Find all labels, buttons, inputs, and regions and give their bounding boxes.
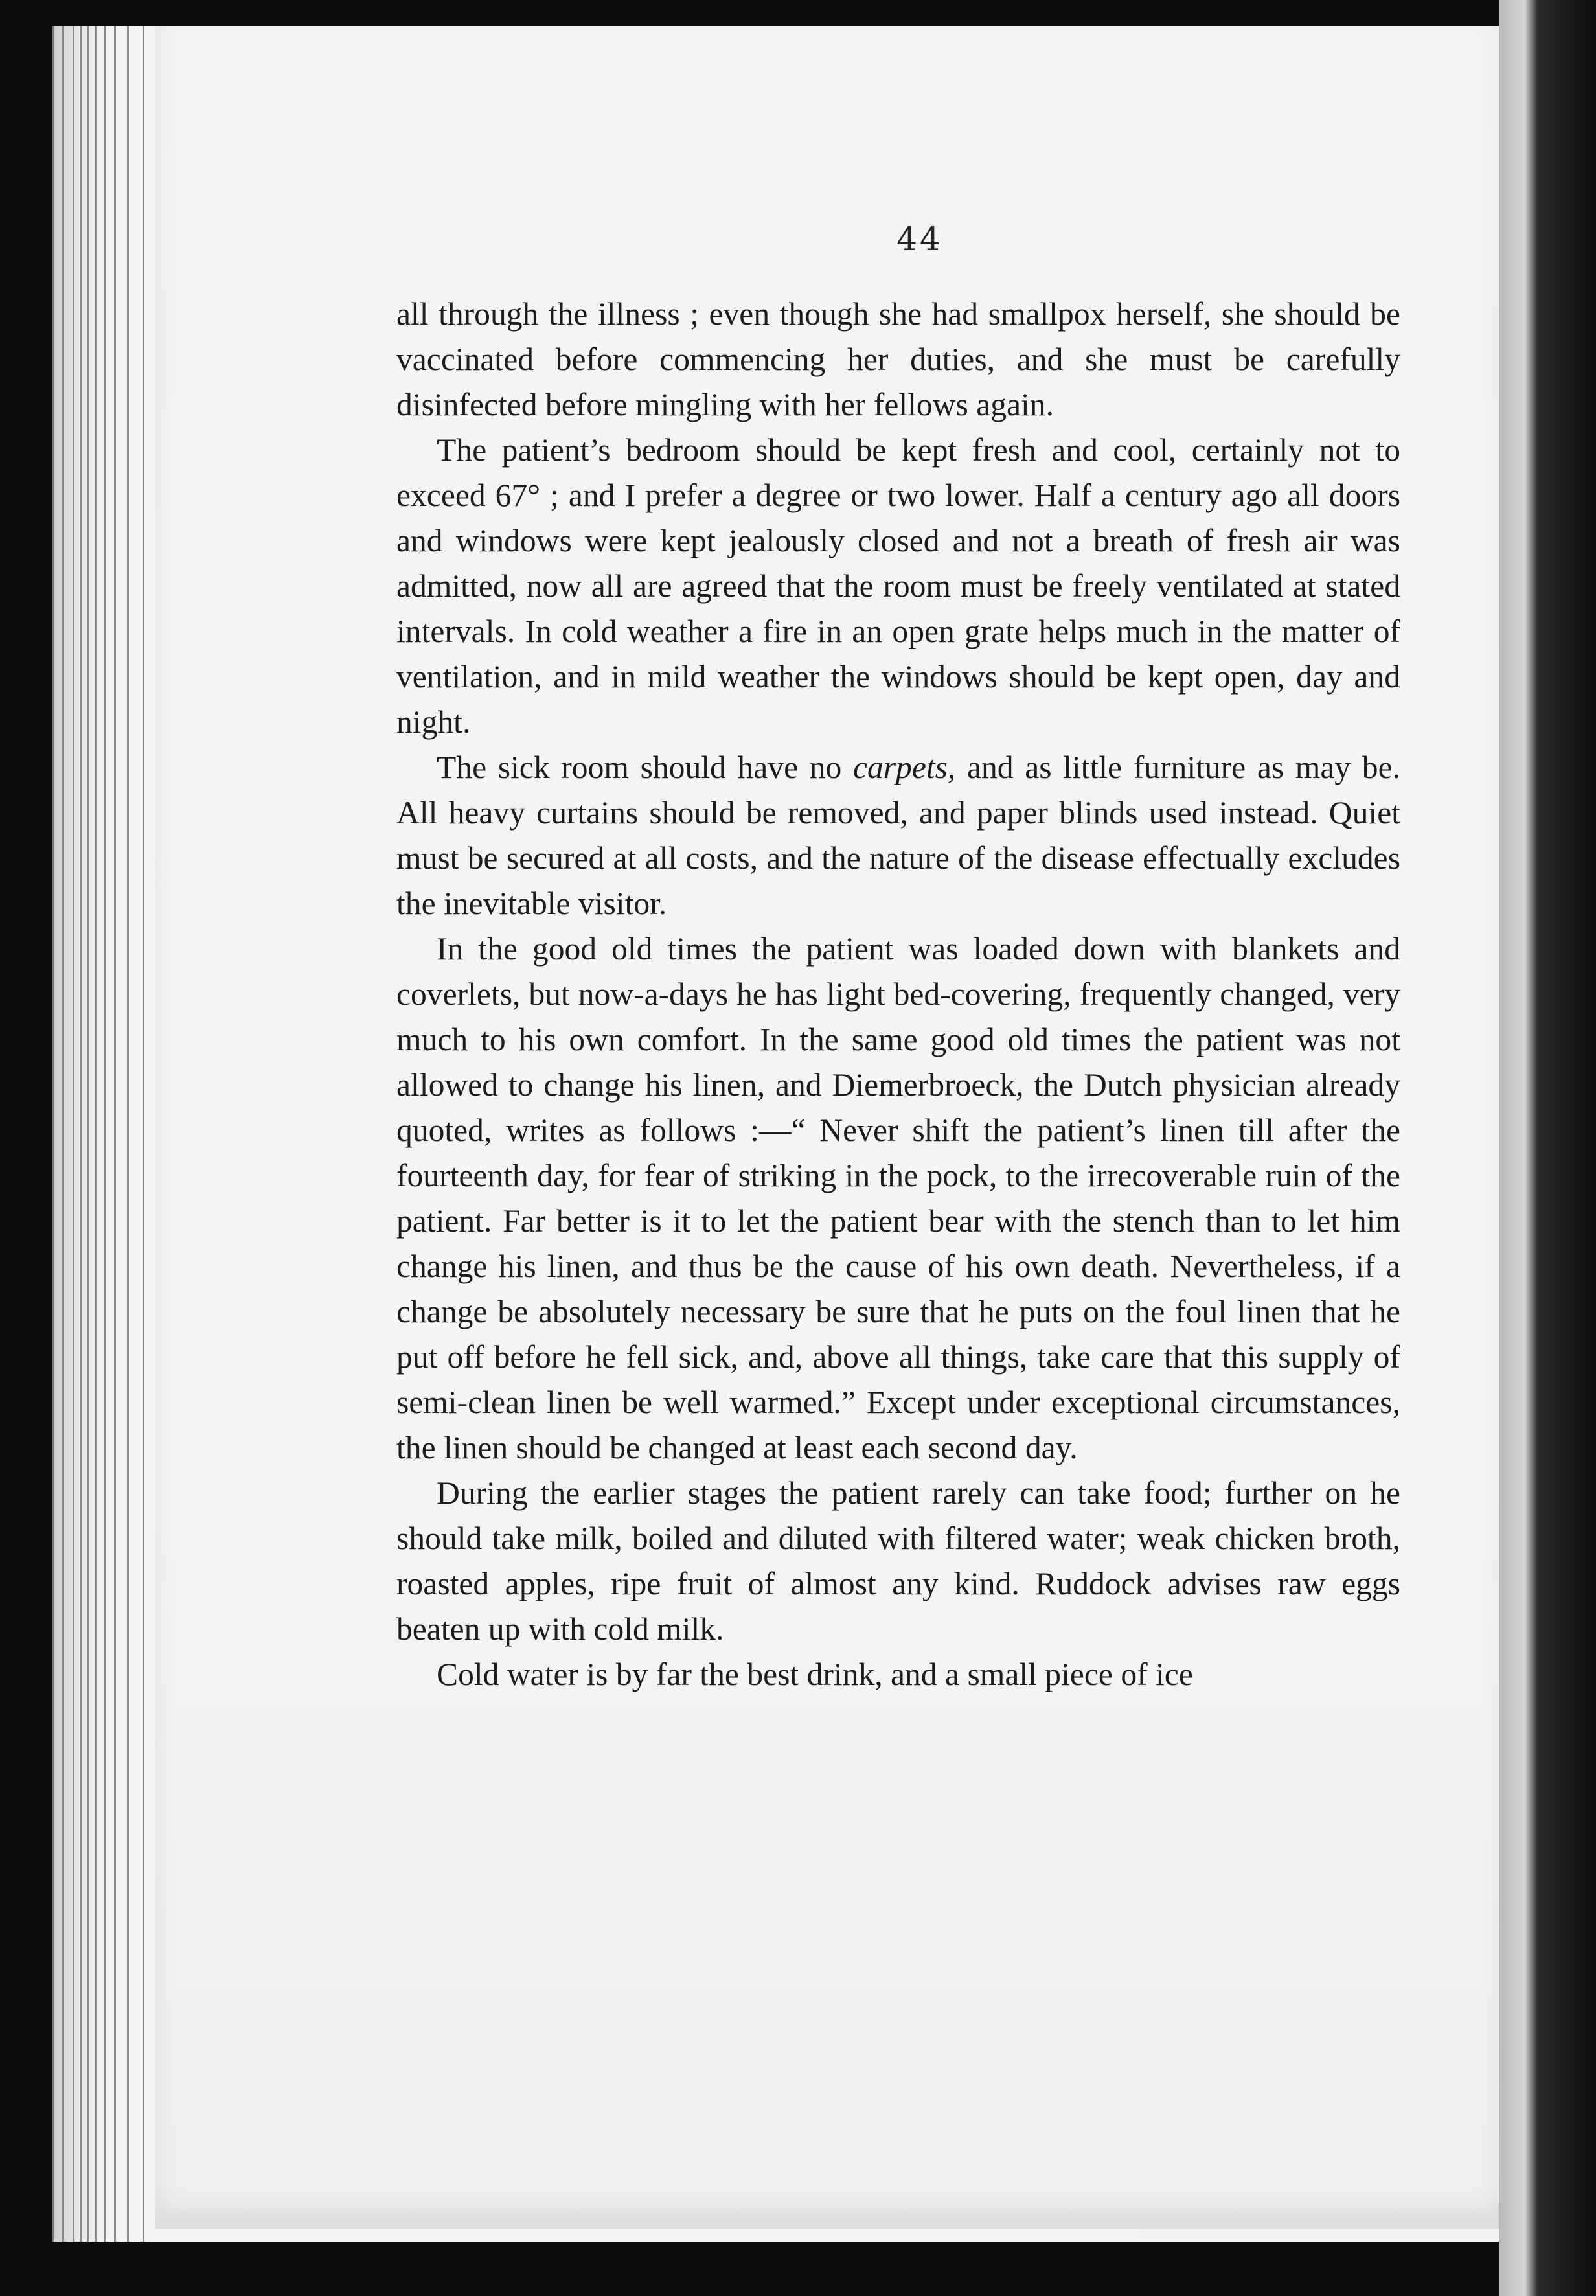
page-edge-line [127,26,129,2242]
emphasis-carpets: carpets, [852,750,956,785]
paragraph-continued: all through the illness ; even though she had smallpox herself, she should be vaccinated before commencing her duties, and she must be carefully disinfected before mingling with her fellows again. [396,296,1400,422]
page-edge-line [87,26,89,2242]
right-dark-margin [1499,0,1596,2296]
page-edge-line [114,26,116,2242]
page-edge-line [80,26,82,2242]
paragraph-text: and as little furniture as may be. All heavy curtains should be removed, and paper blinds used instead. Quiet must be secured at all costs, and the nature of the disease effectually excludes the inevitable visitor. [396,750,1400,921]
paragraph-bedroom: The patient’s bedroom should be kept fresh and cool, certainly not to exceed 67° ; and I prefer a degree or two lower. Half a century ago all doors and windows were kept jealously closed and not a breath of fresh air was admitted, now all are agreed that the room must be freely ventilated at stated intervals. In cold weather a fire in an open grate helps much in the matter of ventilation, and in mild weather the windows should be kept open, day and night. [396,432,1400,740]
paragraph-good-old-times: In the good old times the patient was loaded down with blankets and coverlets, but now-a-days he has light bed-covering, frequently changed, very much to his own comfort. In the same good old times the patient was not allowed to change his linen, and Diemerbroeck, the Dutch physician already quoted, writes as follows :—“ Never shift the patient’s linen till after the fourteenth day, for fear of striking in the pock, to the irrecoverable ruin of the patient. Far better is it to let the patient bear with the stench than to let him change his linen, and thus be the cause of his own death. Nevertheless, if a change be absolutely necessary be sure that he puts on the foul linen that he put off before he fell sick, and, above all things, take care that this supply of semi-clean linen be well warmed.” Except under exceptional circumstances, the linen should be changed at least each second day. [396,931,1400,1465]
paragraph-cold-water: Cold water is by far the best drink, and a small piece of ice [437,1657,1193,1692]
page-edge-line [95,26,97,2242]
paragraph-sick-room [396,745,1400,926]
paragraph-diet: During the earlier stages the patient rarely can take food; further on he should take milk, boiled and diluted with filtered water; weak chicken broth, roasted apples, ripe fruit of almost any kind. Ruddock advises raw eggs beaten up with cold milk. [396,1475,1400,1647]
page-number: 44 [896,220,943,258]
page-edge-line [62,26,64,2242]
page-edge-line [73,26,74,2242]
body-text [396,292,1400,1697]
page-edge-line [104,26,106,2242]
paragraph-text: The sick room should have no [437,750,853,785]
page-edge-line [142,26,144,2242]
